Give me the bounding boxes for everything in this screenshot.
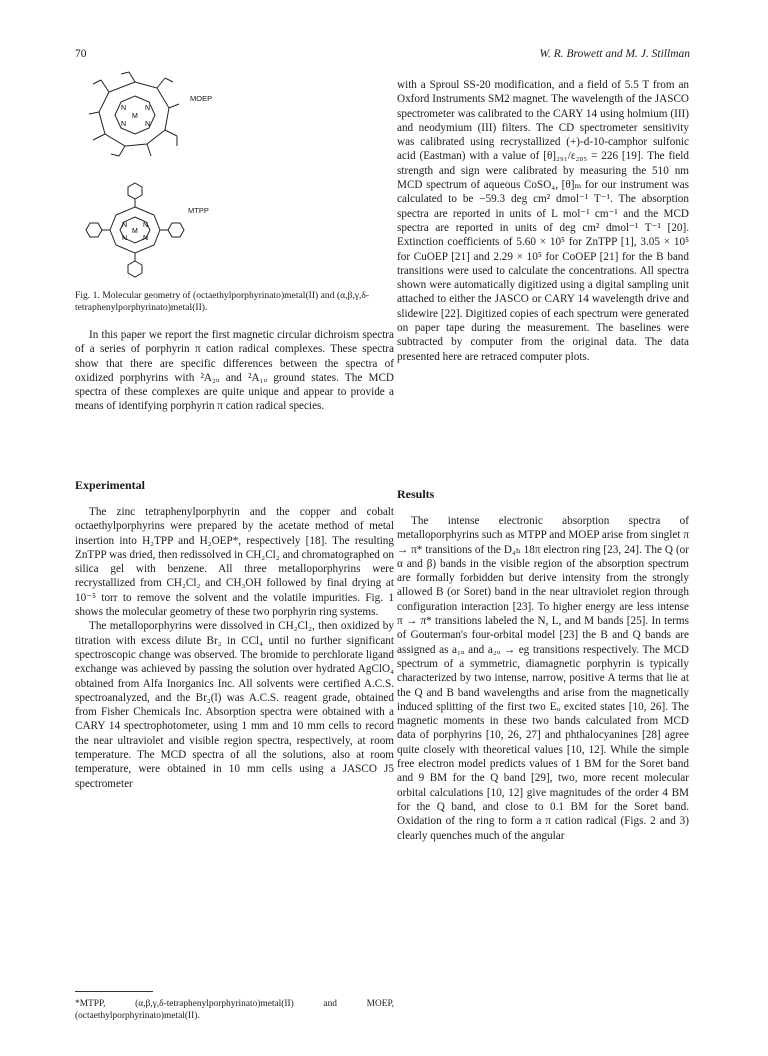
intro-paragraph-block xyxy=(75,328,394,414)
atom-n-label: N xyxy=(143,235,149,242)
running-head-authors: W. R. Browett and M. J. Stillman xyxy=(539,48,690,60)
experimental-section xyxy=(75,505,394,791)
right-methods-continued xyxy=(397,78,689,364)
atom-n-label: N xyxy=(145,121,151,128)
atom-m-label: M xyxy=(132,228,138,235)
page-number: 70 xyxy=(75,48,87,60)
footnote: *MTPP, (α,β,γ,δ-tetraphenylporphyrinato)metal(II) and MOEP, (octaethylporphyrinato)metal(II). xyxy=(75,999,394,1021)
methods-paragraph: with a Sproul SS-20 modification, and a field of 5.5 T from an Oxford Instruments SM2 magnet. The wavelength of the JASCO spectrometer was calibrated to the CARY 14 using holmium (III) and neodymium (III) filters. The CD spectrometer sensitivity was calibrated using recrystallized (+)-d-10-camphor sulfonic acid (Eastman) with a value of [θ]₂₉₁/ε₂₈₅ = 226 [19]. The field strength and sign were calibrated by measuring the 510 nm MCD spectrum of aqueous CoSO₄, [θ]ₘ for our instrument was calculated to be −59.3 deg cm² dmol⁻¹ T⁻¹. The absorption spectra are reported in units of L mol⁻¹ cm⁻¹ and the MCD spectra are reported in units of deg cm² dmol⁻¹ T⁻¹ [20]. Extinction coefficients of 5.60 × 10⁵ for ZnTPP [1], 3.05 × 10⁵ for CuOEP [21] and 2.29 × 10⁵ for CoOEP [21] for the B band transitions were used to calculate the concentrations. All spectra shown were automatically digitized using a digital sampling unit attached to either the JASCO or CARY 14 wavelength drive and slidewire [22]. Digitized copies of each spectrum were generated on paper tape during the measurement. The baselines were subtracted by computer from the original data. The data presented here are retraced computer plots. xyxy=(397,79,689,363)
results-section xyxy=(397,514,689,843)
atom-n-label: N xyxy=(143,222,149,229)
figure-caption: Fig. 1. Molecular geometry of (octaethylporphyrinato)metal(II) and (α,β,γ,δ-tetraphenylporphyrinato)metal(II). xyxy=(75,290,370,314)
moep-structure-diagram xyxy=(85,70,185,160)
atom-n-label: N xyxy=(122,235,128,242)
mtpp-structure-diagram xyxy=(80,175,190,280)
atom-n-label: N xyxy=(121,105,127,112)
results-paragraph-1: The intense electronic absorption spectra of metalloporphyrins such as MTPP and MOEP arise from singlet π → π* transitions of the D₄ₕ 18π electron ring [23, 24]. The Q (or α and β) bands in the visible region of the absorption spectrum are formally forbidden but derive intensity from the strongly allowed B (or Soret) band in the near ultraviolet region through configuration interaction [23]. To higher energy are less intense π → π* transitions labeled the N, L, and M bands [25]. In terms of Gouterman's four-orbital model [23] the B and Q bands are assigned as a₁ᵤ and a₂ᵤ → eg transitions respectively. The MCD spectrum of a symmetric, diamagnetic porphyrin is typically characterized by two intense, narrow, positive A terms that lie at the Q and B band wavelengths and arise from the magnetically induced splitting of the first two Eᵤ excited states [10, 26]. The magnetic moments in these two bands calculated from MCD data of porphyrins [10, 26, 27] and phthalocyanines [28] agree quite closely with theoretical values [10, 12]. While the simple free electron model predicts values of 1 BM for the Soret band and 9 BM for the Q band [29], two, more recent molecular orbital calculations [10, 12] give magnitudes of the order 4 BM for the Q band, and close to 0.1 BM for the Soret band. Oxidation of the ring to form a π cation radical (Figs. 2 and 3) clearly quenches much of the angular xyxy=(397,515,689,842)
footnote-rule xyxy=(75,991,153,992)
experimental-paragraph-2: The metalloporphyrins were dissolved in CH₂Cl₂, then oxidized by titration with excess dilute Br₂ in CCl₄ until no further significant spectroscopic change was observed. The bromide to perchlorate ligand exchange was achieved by passing the solution over hydrated AgClO₄ obtained from Alfa Inorganics Inc. All solvents were certified A.C.S. spectroanalyzed, and the Br₂(l) was A.C.S. reagent grade, obtained from Fisher Chemicals Inc. Absorption spectra were obtained with a CARY 14 spectrophotometer, using 1 mm and 10 mm cells to record the near ultraviolet and visible region spectra, respectively, at room temperature. The MCD spectra of all the solutions, also at room temperature, were obtained in 10 mm cells using a JASCO J5 spectrometer xyxy=(75,620,394,790)
intro-paragraph: In this paper we report the first magnetic circular dichroism spectra of a series of porphyrin π cation radical complexes. These spectra show that there are specific differences between the spectra of oxidized porphyrins with ²A₂ᵤ and ²A₁ᵤ ground states. The MCD spectra of these complexes are quite unique and appear to provide a means of identifying porphyrin π cation radical species. xyxy=(75,329,394,413)
atom-n-label: N xyxy=(145,105,151,112)
atom-m-label: M xyxy=(132,113,138,120)
experimental-paragraph-1: The zinc tetraphenylporphyrin and the copper and cobalt octaethylporphyrins were prepared by the acetate method of metal insertion into H₂TPP and H₂OEP*, respectively [18]. The resulting ZnTPP was dried, then redissolved in CH₂Cl₂ and chromatographed on silica gel with benzene. All three metalloporphyrins were recrystallized from CH₂Cl₂ and CH₃OH followed by final drying at 10⁻⁵ torr to remove the solvent and the volatile impurities. Fig. 1 shows the molecular geometry of these two porphyrin ring systems. xyxy=(75,506,394,619)
atom-n-label: N xyxy=(122,222,128,229)
mtpp-label: MTPP xyxy=(188,206,209,215)
moep-label: MOEP xyxy=(190,94,213,103)
atom-n-label: N xyxy=(121,121,127,128)
results-heading: Results xyxy=(397,487,435,501)
experimental-heading: Experimental xyxy=(75,478,145,492)
